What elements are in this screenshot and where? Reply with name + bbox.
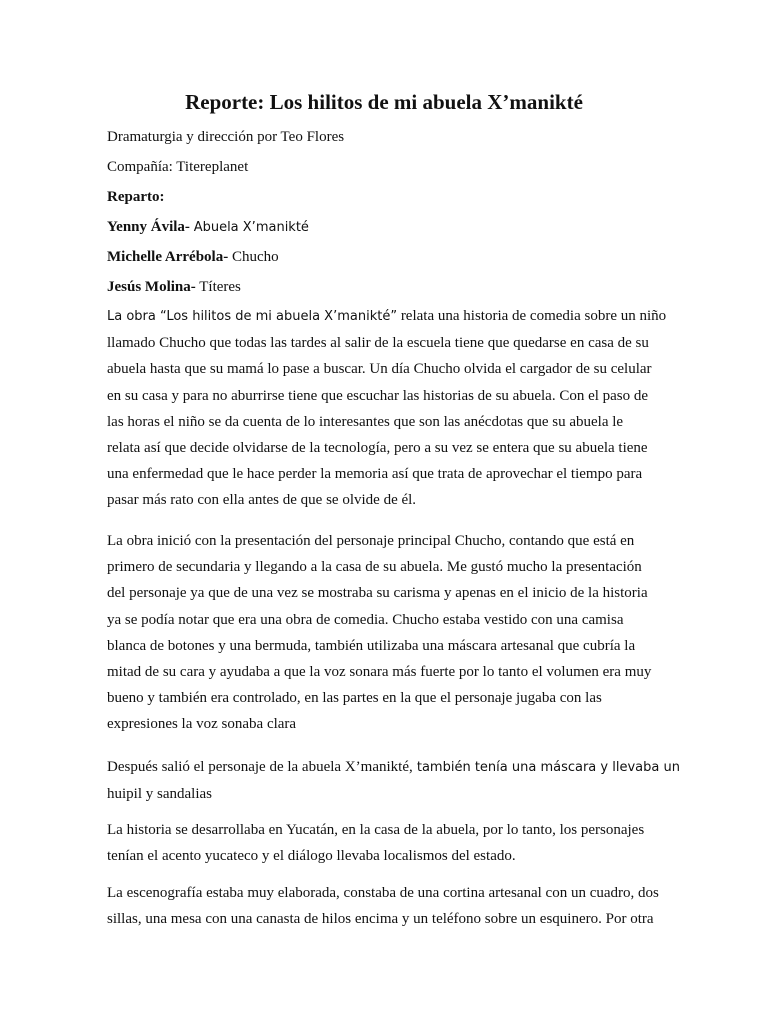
setting-paragraph: [107, 817, 661, 869]
cast-actor: Michelle Arrébola-: [107, 249, 229, 265]
cast-role: Chucho: [231, 249, 279, 265]
play-title-reference: La obra “Los hilitos de mi abuela X’manikté”: [107, 309, 398, 324]
text-line: expresiones la voz sonaba clara: [107, 716, 297, 733]
text-line: [107, 754, 680, 781]
text-line: una enfermedad que le hace perder la memoria así que trata de aprovechar el tiempo para: [107, 466, 643, 483]
text-line: tenían el acento yucateco y el diálogo llevaba localismos del estado.: [107, 848, 516, 865]
cast-actor: Jesús Molina-: [107, 279, 196, 295]
text-line: sillas, una mesa con una canasta de hilos encima y un teléfono sobre un esquinero. Por otra: [107, 911, 654, 928]
direction-line: Dramaturgia y dirección por Teo Flores: [107, 129, 345, 145]
cast-role: Títeres: [199, 279, 241, 295]
text-line: bueno y también era controlado, en las partes en la que el personaje jugaba con las: [107, 690, 602, 707]
text-line: abuela hasta que su mamá lo pase a buscar. Un día Chucho olvida el cargador de su celular: [107, 361, 652, 378]
text-line: La obra inició con la presentación del personaje principal Chucho, contando que está en: [107, 533, 635, 549]
text-line: blanca de botones y una bermuda, también utilizaba una máscara artesanal que cubría la: [107, 637, 636, 654]
text-segment: también tenía una máscara y llevaba un: [412, 760, 680, 775]
grandmother-paragraph: [107, 754, 680, 807]
text-line: La historia se desarrollaba en Yucatán, en la casa de la abuela, por lo tanto, los personajes: [107, 822, 645, 838]
text-line: ya se podía notar que era una obra de comedia. Chucho estaba vestido con una camisa: [107, 611, 624, 628]
company-line: Compañía: Titereplanet: [107, 159, 249, 175]
text-line: las horas el niño se da cuenta de lo interesantes que son las anécdotas que su abuela le: [107, 413, 624, 430]
cast-member: [107, 279, 241, 296]
cast-heading-label: Reparto:: [107, 189, 165, 205]
text-line: relata así que decide olvidarse de la tecnología, pero a su vez se entera que su abuela tiene: [107, 440, 648, 457]
page-title: Reporte: Los hilitos de mi abuela X’manikté: [185, 90, 583, 114]
text-line: del personaje ya que de una vez se mostraba su carisma y apenas en el inicio de la historia: [107, 585, 648, 602]
text-line: mitad de su cara y ayudaba a que la voz sonara más fuerte por lo tanto el volumen era muy: [107, 664, 652, 681]
text-line: La escenografía estaba muy elaborada, constaba de una cortina artesanal con un cuadro, dos: [107, 885, 659, 901]
cast-member: [107, 249, 279, 266]
text-line: primero de secundaria y llegando a la casa de su abuela. Me gustó mucho la presentación: [107, 559, 642, 576]
review-paragraph: [107, 528, 661, 738]
text-line: llamado Chucho que todas las tardes al salir de la escuela tiene que quedarse en casa de su: [107, 335, 649, 352]
scenography-paragraph: [107, 880, 661, 932]
cast-role: Abuela X’manikté: [193, 220, 309, 235]
cast-member: [107, 219, 309, 236]
text-line: [107, 303, 667, 330]
text-line: huipil y sandalias: [107, 786, 212, 803]
cast-heading: [107, 189, 164, 206]
text-line: pasar más rato con ella antes de que se olvide de él.: [107, 492, 417, 509]
synopsis-paragraph: [107, 303, 667, 514]
text-line: en su casa y para no aburrirse tiene que escuchar las historias de su abuela. Con el paso de: [107, 387, 649, 404]
text-segment: Después salió el personaje de la abuela X’manikté,: [107, 759, 413, 775]
cast-actor: Yenny Ávila-: [107, 219, 190, 235]
text-segment: relata una historia de comedia sobre un niño: [397, 308, 667, 324]
